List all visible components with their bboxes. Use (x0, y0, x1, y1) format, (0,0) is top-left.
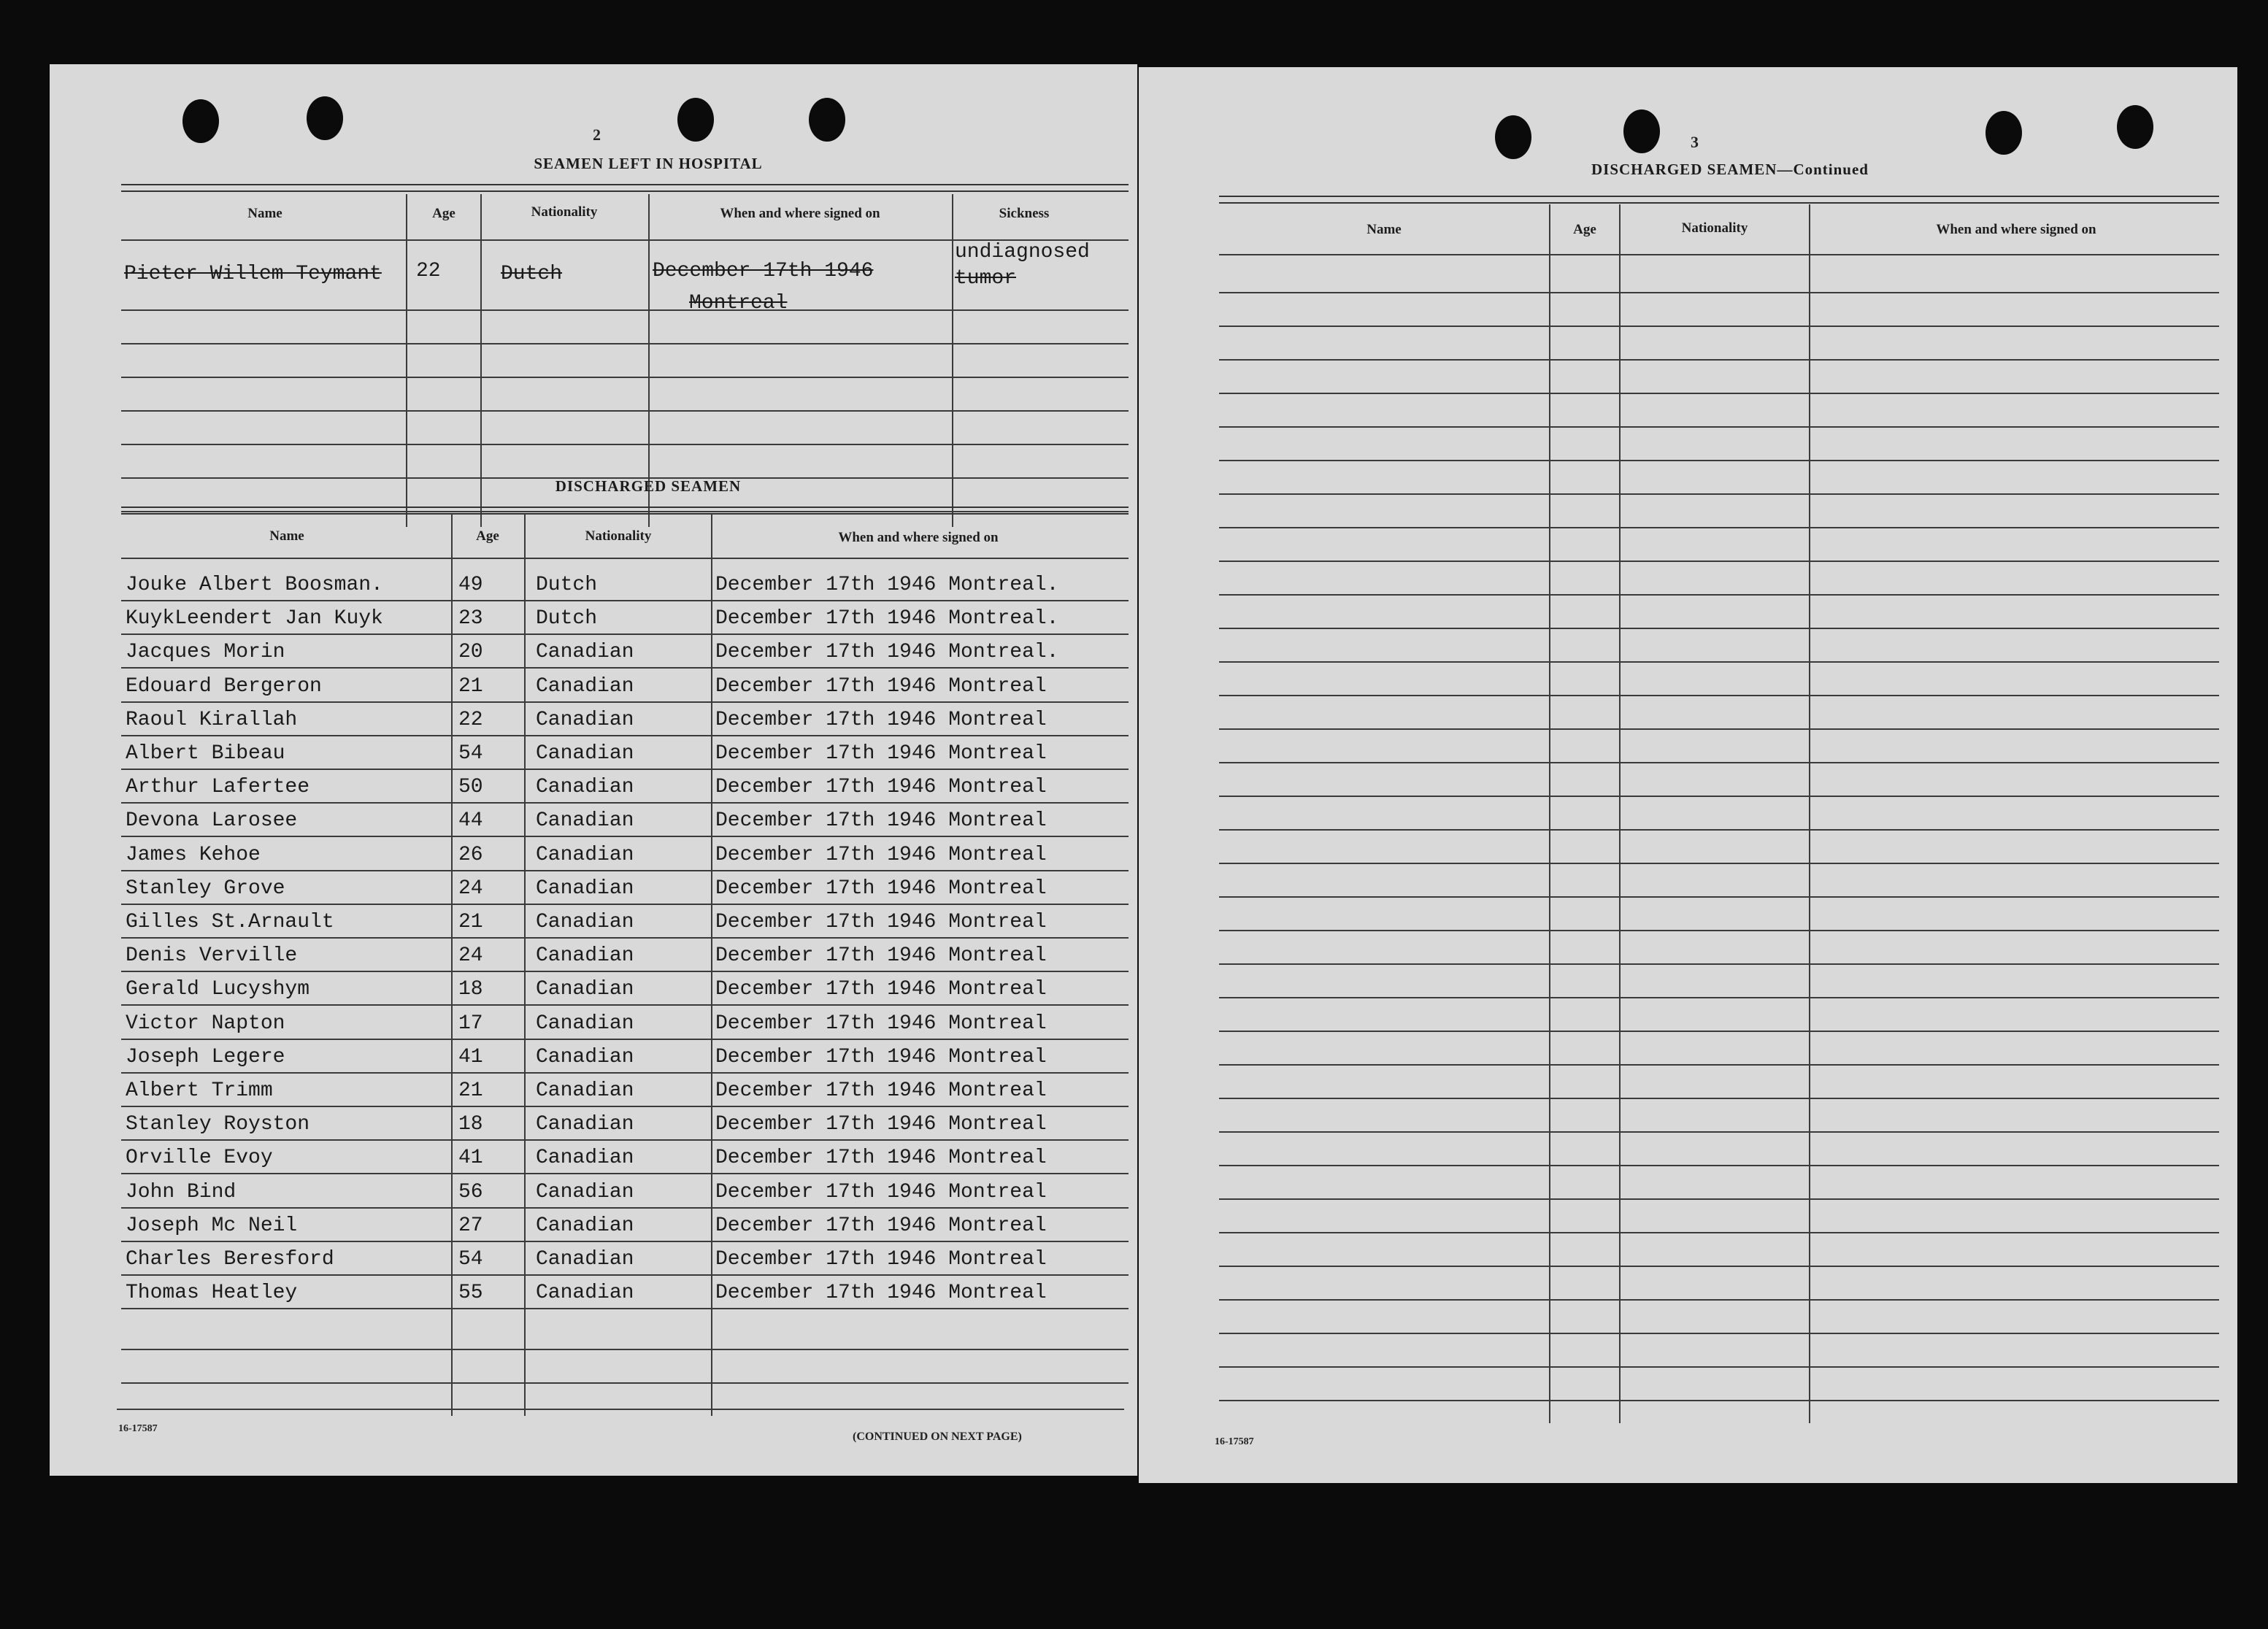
row-rule (121, 937, 1129, 939)
discharged-signed-on: December 17th 1946 Montreal (715, 1147, 1047, 1169)
row-rule (1219, 1232, 2219, 1233)
discharged-name: James Kehoe (126, 844, 261, 866)
row-rule (121, 769, 1129, 770)
discharged-signed-on: December 17th 1946 Montreal. (715, 574, 1059, 596)
discharged-nationality: Canadian (536, 1181, 634, 1204)
row-rule (121, 377, 1129, 378)
row-rule (121, 1039, 1129, 1040)
column-header-age: Age (1573, 222, 1596, 237)
row-rule (1219, 527, 2219, 528)
punch-hole (1623, 109, 1660, 153)
discharged-nationality: Canadian (536, 1079, 634, 1102)
row-rule (1219, 863, 2219, 864)
table-bottom-rule (117, 1409, 1124, 1410)
discharged-nationality: Canadian (536, 1012, 634, 1035)
discharged-signed-on: December 17th 1946 Montreal (715, 877, 1047, 900)
row-rule (1219, 1198, 2219, 1200)
discharged-signed-on: December 17th 1946 Montreal (715, 1113, 1047, 1136)
row-rule (121, 1139, 1129, 1141)
row-rule (121, 558, 1129, 559)
discharged-signed-on: December 17th 1946 Montreal (715, 1214, 1047, 1237)
row-rule (121, 1173, 1129, 1174)
row-rule (121, 802, 1129, 804)
column-rule (524, 514, 526, 1416)
discharged-signed-on: December 17th 1946 Montreal. (715, 641, 1059, 663)
discharged-name: Edouard Bergeron (126, 675, 322, 698)
discharged-name: Joseph Legere (126, 1046, 285, 1068)
discharged-signed-on: December 17th 1946 Montreal (715, 742, 1047, 765)
discharged-age: 27 (458, 1214, 483, 1237)
discharged-nationality: Canadian (536, 1248, 634, 1271)
discharged-age: 18 (458, 1113, 483, 1136)
discharged-signed-on: December 17th 1946 Montreal (715, 776, 1047, 798)
column-header-nationality: Nationality (1681, 220, 1748, 236)
discharged-name: Gerald Lucyshym (126, 978, 310, 1001)
column-header-name: Name (269, 528, 304, 544)
discharged-signed-on: December 17th 1946 Montreal (715, 1181, 1047, 1204)
row-rule (121, 444, 1129, 445)
discharged-age: 54 (458, 1248, 483, 1271)
column-header-nationality: Nationality (585, 528, 652, 544)
hospital-sickness: tumor (955, 267, 1017, 290)
discharged-name: Jouke Albert Boosman. (126, 574, 383, 596)
column-header-age: Age (432, 206, 455, 221)
row-rule (1219, 426, 2219, 428)
row-rule (1219, 963, 2219, 965)
page-number: 3 (1691, 133, 1699, 151)
discharged-name: Denis Verville (126, 944, 298, 967)
row-rule (1219, 1333, 2219, 1334)
column-rule (451, 514, 453, 1416)
discharged-age: 24 (458, 877, 483, 900)
punch-hole (2117, 105, 2153, 149)
hospital-signed-on-date: December 17th 1946 (653, 260, 874, 282)
discharged-age: 21 (458, 675, 483, 698)
row-rule (121, 343, 1129, 344)
row-rule (121, 634, 1129, 635)
page-number: 2 (593, 126, 601, 144)
discharged-signed-on: December 17th 1946 Montreal. (715, 607, 1059, 630)
discharged-nationality: Canadian (536, 641, 634, 663)
row-rule (1219, 561, 2219, 562)
discharged-name: Joseph Mc Neil (126, 1214, 298, 1237)
discharged-nationality: Canadian (536, 978, 634, 1001)
discharged-signed-on: December 17th 1946 Montreal (715, 1248, 1047, 1271)
column-rule (1619, 204, 1621, 1423)
discharged-nationality: Canadian (536, 1147, 634, 1169)
discharged-name: Albert Trimm (126, 1079, 273, 1102)
row-rule (1219, 1299, 2219, 1301)
discharged-name: John Bind (126, 1181, 237, 1204)
discharged-signed-on: December 17th 1946 Montreal (715, 709, 1047, 731)
row-rule (1219, 1266, 2219, 1267)
row-rule (1219, 1098, 2219, 1099)
discharged-signed-on: December 17th 1946 Montreal (715, 944, 1047, 967)
discharged-name: Thomas Heatley (126, 1282, 298, 1304)
table-rule (121, 507, 1129, 515)
discharged-nationality: Canadian (536, 911, 634, 933)
discharged-nationality: Canadian (536, 1113, 634, 1136)
row-rule (1219, 1400, 2219, 1401)
discharged-nationality: Canadian (536, 1282, 634, 1304)
discharged-signed-on: December 17th 1946 Montreal (715, 978, 1047, 1001)
discharged-name: Devona Larosee (126, 809, 298, 832)
row-rule (121, 667, 1129, 669)
discharged-signed-on: December 17th 1946 Montreal (715, 844, 1047, 866)
discharged-age: 49 (458, 574, 483, 596)
discharged-nationality: Dutch (536, 574, 598, 596)
discharged-age: 26 (458, 844, 483, 866)
discharged-name: Victor Napton (126, 1012, 285, 1035)
column-rule (1809, 204, 1810, 1423)
row-rule (1219, 997, 2219, 998)
column-header-name: Name (247, 206, 282, 221)
discharged-name: Charles Beresford (126, 1248, 334, 1271)
discharged-age: 54 (458, 742, 483, 765)
column-rule (711, 514, 712, 1416)
row-rule (1219, 1165, 2219, 1166)
column-rule (1549, 204, 1550, 1423)
hospital-heading: SEAMEN LEFT IN HOSPITAL (534, 155, 763, 172)
discharged-name: Gilles St.Arnault (126, 911, 334, 933)
row-rule (121, 1004, 1129, 1006)
punch-hole (809, 98, 845, 142)
row-rule (121, 1072, 1129, 1074)
discharged-nationality: Dutch (536, 607, 598, 630)
continued-note: (CONTINUED ON NEXT PAGE) (853, 1430, 1022, 1443)
discharged-age: 20 (458, 641, 483, 663)
discharged-age: 41 (458, 1046, 483, 1068)
discharged-age: 44 (458, 809, 483, 832)
column-header-signed-on: When and where signed on (1936, 222, 2096, 237)
table-rule (121, 184, 1129, 192)
row-rule (121, 1308, 1129, 1309)
discharged-nationality: Canadian (536, 1214, 634, 1237)
discharged-nationality: Canadian (536, 675, 634, 698)
row-rule (1219, 493, 2219, 495)
row-rule (121, 836, 1129, 837)
row-rule (1219, 393, 2219, 394)
row-rule (1219, 628, 2219, 629)
row-rule (121, 971, 1129, 972)
column-header-signed-on: When and where signed on (720, 206, 880, 221)
discharged-signed-on: December 17th 1946 Montreal (715, 1012, 1047, 1035)
column-header-age: Age (476, 528, 499, 544)
hospital-name: Pieter Willem Teymant (124, 263, 382, 285)
discharged-age: 23 (458, 607, 483, 630)
punch-hole (182, 99, 219, 143)
row-rule (1219, 728, 2219, 730)
discharged-age: 50 (458, 776, 483, 798)
left-page (50, 64, 1137, 1476)
discharged-name: Stanley Royston (126, 1113, 310, 1136)
punch-hole (307, 96, 343, 140)
hospital-nationality: Dutch (501, 263, 563, 285)
discharged-nationality: Canadian (536, 844, 634, 866)
column-header-sickness: Sickness (999, 206, 1050, 221)
row-rule (1219, 896, 2219, 898)
row-rule (121, 735, 1129, 736)
row-rule (1219, 460, 2219, 461)
discharged-age: 24 (458, 944, 483, 967)
discharged-nationality: Canadian (536, 809, 634, 832)
discharged-heading: DISCHARGED SEAMEN (555, 477, 742, 495)
discharged-name: Jacques Morin (126, 641, 285, 663)
row-rule (1219, 359, 2219, 361)
form-number: 16-17587 (1215, 1436, 1254, 1447)
punch-hole (1495, 115, 1531, 159)
row-rule (1219, 829, 2219, 831)
discharged-signed-on: December 17th 1946 Montreal (715, 1282, 1047, 1304)
column-header-nationality: Nationality (531, 204, 598, 220)
discharged-nationality: Canadian (536, 742, 634, 765)
row-rule (121, 1241, 1129, 1242)
row-rule (121, 1274, 1129, 1276)
row-rule (121, 701, 1129, 703)
hospital-sickness: undiagnosed (955, 241, 1090, 263)
discharged-signed-on: December 17th 1946 Montreal (715, 809, 1047, 832)
row-rule (1219, 326, 2219, 327)
row-rule (1219, 254, 2219, 255)
discharged-name: Albert Bibeau (126, 742, 285, 765)
discharged-name: KuykLeendert Jan Kuyk (126, 607, 383, 630)
row-rule (121, 309, 1129, 311)
row-rule (121, 600, 1129, 601)
discharged-age: 21 (458, 1079, 483, 1102)
form-number: 16-17587 (118, 1423, 158, 1434)
discharged-age: 18 (458, 978, 483, 1001)
discharged-age: 55 (458, 1282, 483, 1304)
discharged-name: Arthur Lafertee (126, 776, 310, 798)
discharged-name: Orville Evoy (126, 1147, 273, 1169)
discharged-age: 56 (458, 1181, 483, 1204)
table-rule (1219, 196, 2219, 204)
row-rule (121, 1349, 1129, 1350)
row-rule (1219, 1366, 2219, 1368)
discharged-signed-on: December 17th 1946 Montreal (715, 911, 1047, 933)
row-rule (1219, 1031, 2219, 1032)
hospital-age: 22 (416, 260, 441, 282)
discharged-name: Stanley Grove (126, 877, 285, 900)
punch-hole (1986, 111, 2022, 155)
row-rule (1219, 661, 2219, 663)
column-header-name: Name (1366, 222, 1402, 237)
row-rule (121, 1106, 1129, 1107)
discharged-nationality: Canadian (536, 776, 634, 798)
discharged-signed-on: December 17th 1946 Montreal (715, 675, 1047, 698)
row-rule (1219, 594, 2219, 596)
discharged-age: 22 (458, 709, 483, 731)
discharged-age: 41 (458, 1147, 483, 1169)
row-rule (1219, 292, 2219, 293)
discharged-nationality: Canadian (536, 1046, 634, 1068)
row-rule (1219, 762, 2219, 763)
row-rule (1219, 1064, 2219, 1066)
row-rule (121, 410, 1129, 412)
row-rule (121, 1382, 1129, 1384)
discharged-signed-on: December 17th 1946 Montreal (715, 1046, 1047, 1068)
discharged-nationality: Canadian (536, 709, 634, 731)
row-rule (1219, 930, 2219, 931)
discharged-age: 17 (458, 1012, 483, 1035)
discharged-continued-heading: DISCHARGED SEAMEN—Continued (1591, 161, 1869, 178)
row-rule (1219, 695, 2219, 696)
punch-hole (677, 98, 714, 142)
discharged-age: 21 (458, 911, 483, 933)
row-rule (1219, 796, 2219, 797)
discharged-signed-on: December 17th 1946 Montreal (715, 1079, 1047, 1102)
column-header-signed-on: When and where signed on (838, 530, 999, 545)
row-rule (121, 870, 1129, 871)
right-page (1139, 67, 2237, 1483)
discharged-name: Raoul Kirallah (126, 709, 298, 731)
row-rule (1219, 1131, 2219, 1133)
discharged-nationality: Canadian (536, 877, 634, 900)
row-rule (121, 1207, 1129, 1209)
hospital-signed-on-place: Montreal (689, 292, 788, 315)
discharged-nationality: Canadian (536, 944, 634, 967)
row-rule (121, 904, 1129, 905)
